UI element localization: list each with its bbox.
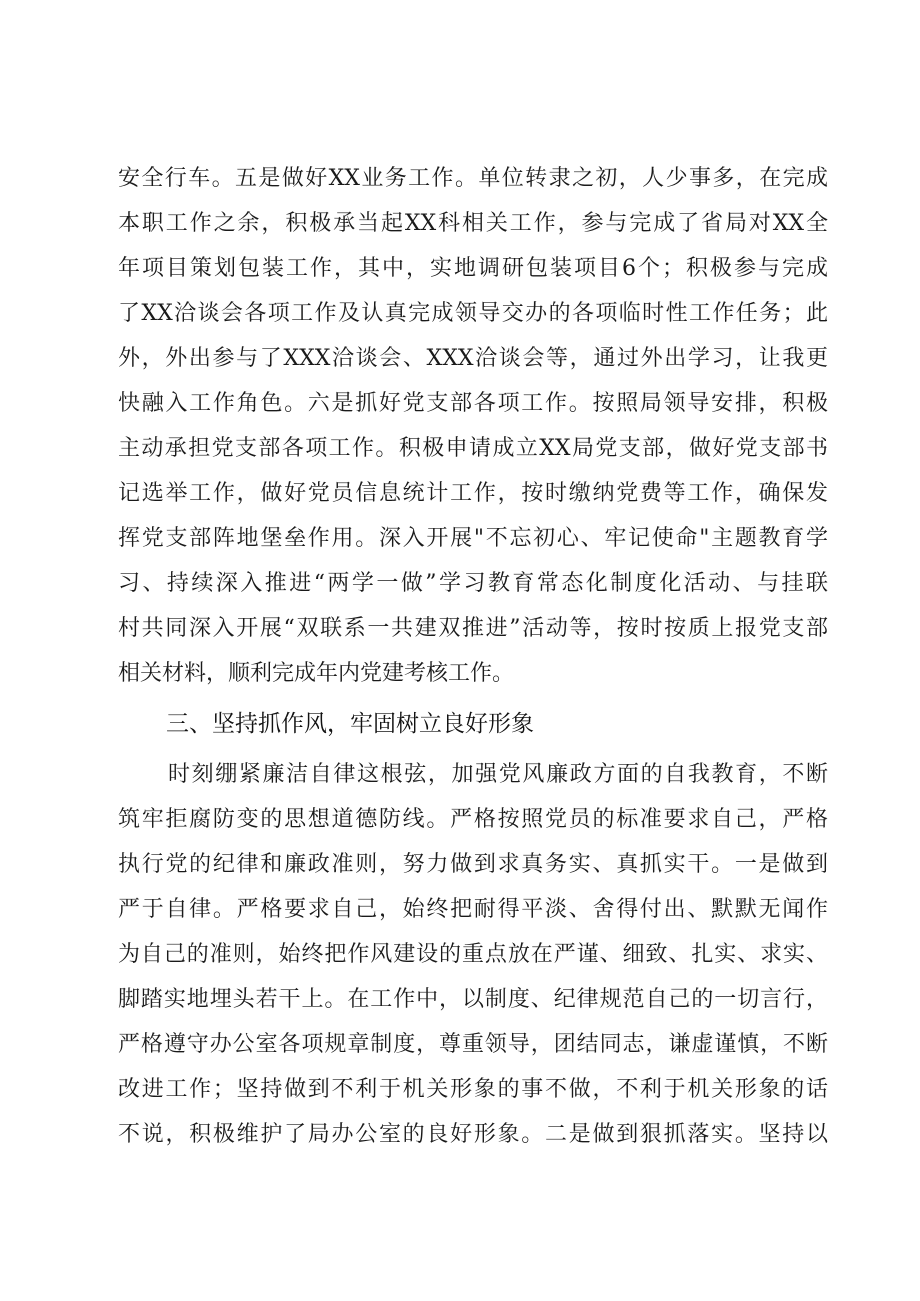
text-line: 本职工作之余，积极承当起XX科相关工作，参与完成了省局对XX全: [118, 211, 828, 236]
text-line: 村共同深入开展“双联系一共建双推进”活动等，按时按质上报党支部: [118, 616, 828, 641]
text-line: 严格遵守办公室各项规章制度，尊重领导，团结同志，谦虚谨慎，不断: [118, 1032, 828, 1057]
text-line: 严于自律。严格要求自己，始终把耐得平淡、舍得付出、默默无闻作: [118, 897, 828, 922]
document-body: [118, 156, 828, 1157]
section-heading: 三、坚持抓作风，牢固树立良好形象: [166, 711, 534, 737]
text-line: 主动承担党支部各项工作。积极申请成立XX局党支部，做好党支部书: [118, 436, 828, 461]
text-line: 脚踏实地埋头若干上。在工作中，以制度、纪律规范自己的一切言行，: [118, 987, 828, 1012]
section-heading-block: [118, 702, 828, 746]
text-line: 安全行车。五是做好XX业务工作。单位转隶之初，人少事多，在完成: [118, 166, 828, 191]
text-line: 外，外出参与了XXX洽谈会、XXX洽谈会等，通过外出学习，让我更: [118, 346, 828, 371]
text-line: 快融入工作角色。六是抓好党支部各项工作。按照局领导安排，积极: [118, 391, 828, 416]
text-line: 习、持续深入推进“两学一做”学习教育常态化制度化活动、与挂联: [118, 571, 828, 596]
paragraph-work-style: [118, 752, 828, 1157]
text-line: 改进工作；坚持做到不利于机关形象的事不做，不利于机关形象的话: [118, 1077, 828, 1102]
text-line: 不说，积极维护了局办公室的良好形象。二是做到狠抓落实。坚持以: [118, 1122, 828, 1147]
text-line: 年项目策划包装工作，其中，实地调研包装项目6个；积极参与完成: [118, 256, 828, 281]
paragraph-party-work: [118, 156, 828, 696]
text-line: 挥党支部阵地堡垒作用。深入开展"不忘初心、牢记使命"主题教育学: [118, 526, 828, 551]
text-line: 了XX洽谈会各项工作及认真完成领导交办的各项临时性工作任务；此: [118, 301, 828, 326]
text-line: 记选举工作，做好党员信息统计工作，按时缴纳党费等工作，确保发: [118, 481, 828, 506]
text-line: 筑牢拒腐防变的思想道德防线。严格按照党员的标准要求自己，严格: [118, 807, 828, 832]
text-line: 为自己的准则，始终把作风建设的重点放在严谨、细致、扎实、求实、: [118, 942, 828, 967]
text-line: 相关材料，顺利完成年内党建考核工作。: [118, 661, 515, 686]
text-line: 执行党的纪律和廉政准则，努力做到求真务实、真抓实干。一是做到: [118, 852, 828, 877]
text-line: 时刻绷紧廉洁自律这根弦，加强党风廉政方面的自我教育，不断: [168, 762, 828, 787]
